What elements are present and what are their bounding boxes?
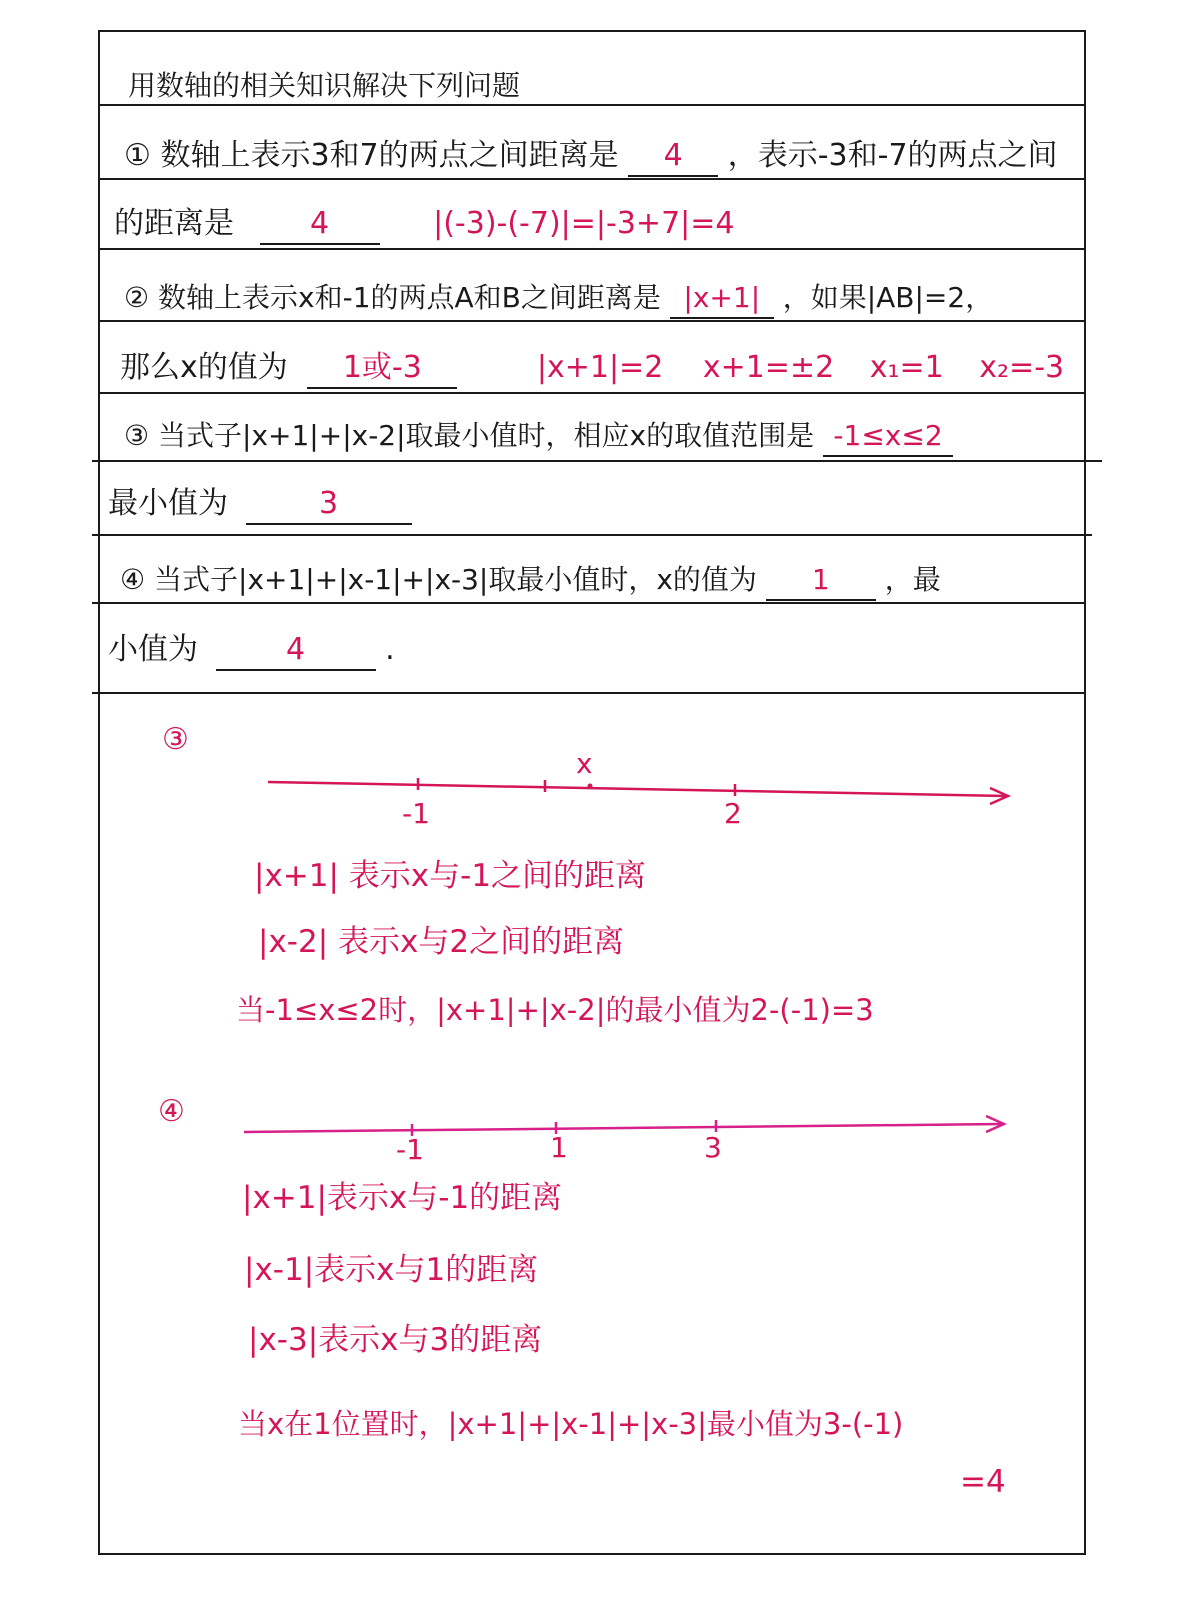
solution-4-tick-label-3: 3 <box>704 1131 722 1164</box>
solution-4-tick-label-minus-1: -1 <box>396 1133 424 1166</box>
solution-4-line-3: |x-3|表示x与3的距离 <box>248 1322 543 1358</box>
solution-4-line-1: |x+1|表示x与-1的距离 <box>242 1180 563 1216</box>
question-3-number: ③ <box>124 419 150 452</box>
solution-3-tick-label-minus-1: -1 <box>402 797 430 830</box>
solution-4-tick-label-1: 1 <box>550 1131 568 1164</box>
question-4-text-2: ，最 <box>884 563 941 596</box>
solution-3-line-2: |x-2| 表示x与2之间的距离 <box>258 924 625 960</box>
question-2-work-1: |x+1|=2 <box>536 350 664 385</box>
question-2-text: 数轴上表示x和-1的两点A和B之间距离是 <box>158 281 661 314</box>
question-3-text-2: 最小值为 <box>108 486 228 521</box>
solution-3-axis-var: x <box>576 747 593 780</box>
question-1-work: |(-3)-(-7)|=|-3+7|=4 <box>433 206 735 241</box>
question-2-text-3: 那么x的值为 <box>120 350 288 385</box>
question-3-text: 当式子|x+1|+|x-2|取最小值时，相应x的取值范围是 <box>158 419 815 452</box>
question-2-number: ② <box>124 281 150 314</box>
question-2-answer-2: 1或-3 <box>307 349 457 389</box>
question-4-answer-1: 1 <box>766 561 876 601</box>
question-1-answer-2: 4 <box>260 205 380 245</box>
question-1-text-3: 的距离是 <box>114 206 234 241</box>
solution-3-tick-label-2: 2 <box>724 797 742 830</box>
question-1-answer-1: 4 <box>628 137 718 177</box>
question-1-number: ① <box>124 138 151 173</box>
question-4-text-4: . <box>385 632 395 667</box>
worksheet-title: 用数轴的相关知识解决下列问题 <box>128 69 521 102</box>
solution-4-line-4: 当x在1位置时，|x+1|+|x-1|+|x-3|最小值为3-(-1) <box>238 1407 904 1441</box>
question-2-work-4: x₂=-3 <box>979 350 1065 385</box>
solution-3-label: ③ <box>162 722 189 757</box>
question-2-work-2: x+1=±2 <box>702 350 835 385</box>
solution-4-label: ④ <box>158 1094 185 1129</box>
question-3-answer-1: -1≤x≤2 <box>823 417 953 457</box>
question-4-number: ④ <box>120 563 146 596</box>
solution-4-line-2: |x-1|表示x与1的距离 <box>244 1252 539 1288</box>
question-2-text-2: ，如果|AB|=2， <box>782 281 994 314</box>
axis-line <box>244 1124 1002 1132</box>
question-4-answer-2: 4 <box>216 631 376 671</box>
question-2-answer-1: |x+1| <box>670 279 774 319</box>
question-1-text-2: ，表示-3和-7的两点之间 <box>727 138 1058 173</box>
solution-4-line-5: =4 <box>960 1464 1006 1500</box>
question-4-text: 当式子|x+1|+|x-1|+|x-3|取最小值时，x的值为 <box>154 563 757 596</box>
question-2-work-3: x₁=1 <box>869 350 944 385</box>
question-4-text-3: 小值为 <box>108 632 198 667</box>
solution-3-line-1: |x+1| 表示x与-1之间的距离 <box>254 858 647 894</box>
question-3-answer-2: 3 <box>246 485 412 525</box>
question-1-text: 数轴上表示3和7的两点之间距离是 <box>160 138 619 173</box>
solution-3-line-3: 当-1≤x≤2时，|x+1|+|x-2|的最小值为2-(-1)=3 <box>236 993 874 1027</box>
